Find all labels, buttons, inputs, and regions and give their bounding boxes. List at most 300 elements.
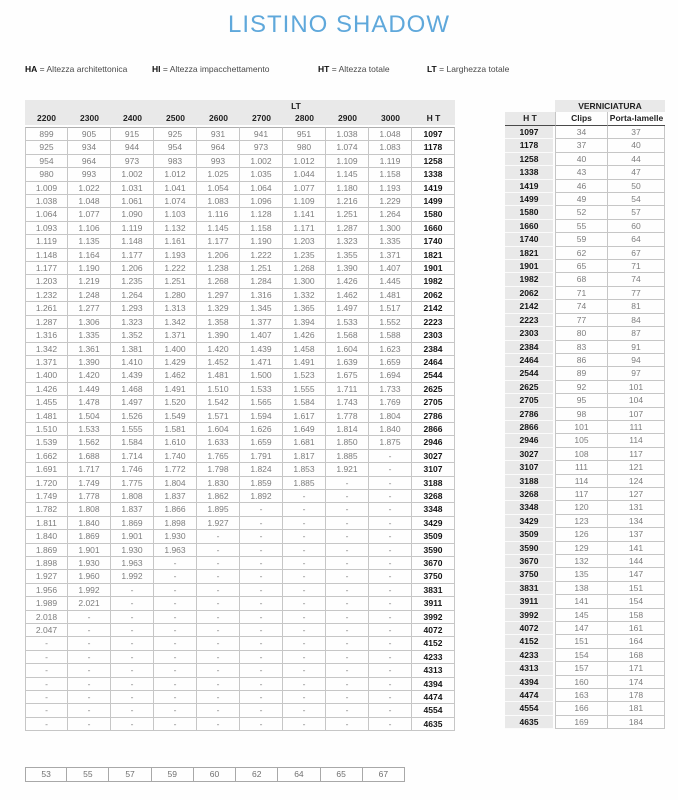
table-row (25, 302, 455, 315)
price-cell: - (369, 704, 412, 717)
price-cell: 1.584 (111, 436, 154, 449)
price-cell: 1.002 (240, 155, 283, 168)
price-cell: - (197, 611, 240, 624)
price-cell: 954 (154, 141, 197, 154)
price-cell: 983 (154, 155, 197, 168)
value-cell: 132 (555, 555, 607, 568)
price-cell: 1.264 (369, 208, 412, 221)
ht-cell: 1097 (412, 127, 455, 141)
price-cell: 1.300 (283, 275, 326, 288)
ht-cell: 2866 (505, 421, 555, 434)
price-cell: 925 (25, 141, 68, 154)
price-cell: 1.145 (197, 222, 240, 235)
value-cell: 158 (607, 609, 665, 622)
price-cell: - (154, 624, 197, 637)
price-cell: 1.455 (25, 396, 68, 409)
column-header: 2500 (154, 112, 197, 127)
table-row (25, 570, 455, 583)
price-cell: 1.116 (197, 208, 240, 221)
lt-group-label: LT (291, 101, 301, 111)
price-cell: 1.927 (197, 517, 240, 530)
price-cell: 1.329 (197, 302, 240, 315)
table-row (505, 206, 665, 219)
table-row (505, 233, 665, 246)
price-cell: 1.720 (25, 477, 68, 490)
price-cell: 1.158 (240, 222, 283, 235)
price-cell: 1.869 (25, 544, 68, 557)
price-cell: 1.251 (154, 275, 197, 288)
price-cell: 1.733 (369, 383, 412, 396)
price-cell: 1.830 (197, 477, 240, 490)
ht-cell: 3750 (505, 568, 555, 581)
price-cell: - (283, 544, 326, 557)
price-cell: 1.119 (25, 235, 68, 248)
ht-cell: 3911 (505, 595, 555, 608)
price-cell: 1.206 (197, 249, 240, 262)
price-cell: 1.203 (25, 275, 68, 288)
price-cell: 1.840 (68, 517, 111, 530)
price-cell: 1.345 (240, 302, 283, 315)
value-cell: 71 (555, 287, 607, 300)
value-cell: 151 (555, 635, 607, 648)
price-cell: 1.038 (25, 195, 68, 208)
price-cell: 1.203 (283, 235, 326, 248)
price-cell: - (326, 651, 369, 664)
price-cell: 1.293 (111, 302, 154, 315)
ht-cell: 3429 (412, 517, 455, 530)
price-cell: 1.555 (283, 383, 326, 396)
price-cell: 1.617 (283, 410, 326, 423)
price-cell: - (369, 611, 412, 624)
ht-cell: 3831 (412, 584, 455, 597)
price-cell: 1.145 (326, 168, 369, 181)
price-cell: 1.358 (197, 316, 240, 329)
legend-abbr: HT (318, 64, 330, 74)
value-cell: 171 (607, 662, 665, 675)
value-cell: 77 (555, 314, 607, 327)
table-row (505, 488, 665, 501)
price-cell: - (240, 570, 283, 583)
ht-cell: 4394 (412, 678, 455, 691)
price-cell: 1.407 (240, 329, 283, 342)
ht-cell: 3027 (505, 448, 555, 461)
table-row (505, 126, 665, 139)
table-row (505, 582, 665, 595)
price-cell: 1.898 (154, 517, 197, 530)
price-cell: - (111, 624, 154, 637)
price-cell: 1.791 (240, 450, 283, 463)
price-cell: 1.510 (25, 423, 68, 436)
price-cell: 1.927 (25, 570, 68, 583)
price-cell: 1.526 (111, 410, 154, 423)
value-cell: 137 (607, 528, 665, 541)
ht-cell: 4635 (505, 716, 555, 729)
column-header: H T (412, 112, 455, 127)
ht-cell: 3348 (505, 501, 555, 514)
price-cell: 1.837 (111, 503, 154, 516)
ht-cell: 3268 (412, 490, 455, 503)
price-cell: - (283, 597, 326, 610)
ht-cell: 1338 (412, 168, 455, 181)
price-cell: 1.814 (326, 423, 369, 436)
price-cell: - (326, 678, 369, 691)
price-cell: 1.497 (326, 302, 369, 315)
price-cell: 1.251 (326, 208, 369, 221)
table-row (505, 555, 665, 568)
price-cell: 1.491 (154, 383, 197, 396)
price-cell: 1.177 (111, 249, 154, 262)
price-cell: - (240, 691, 283, 704)
price-cell: 1.549 (154, 410, 197, 423)
price-cell: - (154, 691, 197, 704)
price-cell: 1.804 (154, 477, 197, 490)
ht-cell: 4072 (412, 624, 455, 637)
price-cell: 1.859 (240, 477, 283, 490)
price-cell: - (283, 678, 326, 691)
price-cell: 1.106 (68, 222, 111, 235)
value-cell: 161 (607, 622, 665, 635)
ht-cell: 3188 (505, 475, 555, 488)
value-cell: 81 (607, 300, 665, 313)
price-cell: 1.675 (326, 369, 369, 382)
value-cell: 68 (555, 273, 607, 286)
price-cell: 1.158 (369, 168, 412, 181)
price-cell: - (326, 691, 369, 704)
strip-cell: 55 (67, 767, 109, 782)
price-cell: - (240, 678, 283, 691)
value-cell: 91 (607, 341, 665, 354)
table-row (505, 649, 665, 662)
ht-cell: 1580 (505, 206, 555, 219)
price-cell: 1.216 (326, 195, 369, 208)
value-cell: 114 (607, 434, 665, 447)
ht-cell: 2303 (505, 327, 555, 340)
legend-abbr: LT (427, 64, 437, 74)
price-cell: - (111, 718, 154, 731)
table-row (25, 490, 455, 503)
price-cell: 1.930 (68, 557, 111, 570)
value-cell: 34 (555, 126, 607, 139)
price-cell: 980 (283, 141, 326, 154)
price-cell: 1.533 (68, 423, 111, 436)
value-cell: 147 (607, 568, 665, 581)
price-cell: - (154, 718, 197, 731)
value-cell: 52 (555, 206, 607, 219)
price-cell: - (326, 611, 369, 624)
price-cell: 1.811 (25, 517, 68, 530)
price-cell: 1.061 (111, 195, 154, 208)
price-cell: 1.533 (326, 316, 369, 329)
price-cell: 1.316 (25, 329, 68, 342)
value-cell: 127 (607, 488, 665, 501)
price-cell: 1.837 (154, 490, 197, 503)
ht-cell: 2625 (505, 381, 555, 394)
price-cell: 1.132 (154, 222, 197, 235)
price-cell: - (154, 651, 197, 664)
price-cell: 1.462 (154, 369, 197, 382)
column-header: Porta-lamelle (607, 112, 665, 126)
price-cell: - (326, 557, 369, 570)
price-cell: 1.626 (240, 423, 283, 436)
price-cell: - (240, 611, 283, 624)
value-cell: 151 (607, 582, 665, 595)
price-cell: 1.869 (68, 530, 111, 543)
price-cell: 1.481 (197, 369, 240, 382)
column-header: 2600 (197, 112, 240, 127)
price-cell: - (68, 678, 111, 691)
table-row (25, 477, 455, 490)
value-cell: 50 (607, 180, 665, 193)
main-column-header-row (25, 112, 455, 127)
price-cell: - (369, 678, 412, 691)
price-cell: 1.390 (326, 262, 369, 275)
price-cell: 905 (68, 127, 111, 141)
price-cell: 1.875 (369, 436, 412, 449)
ht-cell: 2946 (412, 436, 455, 449)
ht-cell: 2384 (505, 341, 555, 354)
price-cell: 1.491 (283, 356, 326, 369)
table-row (505, 515, 665, 528)
value-cell: 57 (607, 206, 665, 219)
price-cell: 1.035 (240, 168, 283, 181)
ht-cell: 3429 (505, 515, 555, 528)
table-row (505, 568, 665, 581)
price-cell: 1.371 (369, 249, 412, 262)
price-cell: - (369, 664, 412, 677)
table-row (505, 367, 665, 380)
price-cell: - (326, 704, 369, 717)
table-row (505, 153, 665, 166)
price-cell: 925 (154, 127, 197, 141)
table-row (25, 222, 455, 235)
ht-cell: 2384 (412, 343, 455, 356)
price-cell: 1.264 (111, 289, 154, 302)
legend-item-hi (152, 64, 269, 74)
value-cell: 154 (607, 595, 665, 608)
price-cell: 1.371 (25, 356, 68, 369)
price-cell: 1.287 (25, 316, 68, 329)
price-cell: 1.222 (154, 262, 197, 275)
price-cell: - (111, 597, 154, 610)
table-row (505, 354, 665, 367)
price-cell: 1.064 (240, 182, 283, 195)
price-cell: 1.555 (111, 423, 154, 436)
price-cell: 1.956 (25, 584, 68, 597)
ht-cell: 2464 (505, 354, 555, 367)
price-cell: - (25, 664, 68, 677)
price-cell: 1.452 (197, 356, 240, 369)
price-cell: 964 (68, 155, 111, 168)
price-cell: 1.093 (25, 222, 68, 235)
price-cell: - (283, 664, 326, 677)
price-cell: 964 (197, 141, 240, 154)
price-cell: 1.287 (326, 222, 369, 235)
price-cell: 1.420 (197, 343, 240, 356)
price-cell: 1.691 (25, 463, 68, 476)
price-cell: 1.639 (326, 356, 369, 369)
price-cell: 1.992 (68, 584, 111, 597)
price-cell: 1.074 (154, 195, 197, 208)
legend-abbr: HA (25, 64, 38, 74)
value-cell: 181 (607, 702, 665, 715)
value-cell: 84 (607, 314, 665, 327)
price-cell: - (240, 503, 283, 516)
price-cell: - (283, 557, 326, 570)
price-cell: 1.038 (326, 127, 369, 141)
table-row (505, 394, 665, 407)
price-cell: 1.895 (197, 503, 240, 516)
price-cell: 1.090 (111, 208, 154, 221)
price-cell: - (25, 637, 68, 650)
price-cell: 1.109 (326, 155, 369, 168)
price-cell: 1.552 (369, 316, 412, 329)
price-cell: 1.251 (240, 262, 283, 275)
lt-group-header (25, 100, 455, 112)
ht-cell: 4233 (505, 649, 555, 662)
price-cell: 1.306 (68, 316, 111, 329)
value-cell: 87 (607, 327, 665, 340)
price-cell: - (283, 704, 326, 717)
price-cell: - (283, 718, 326, 731)
price-cell: - (326, 584, 369, 597)
column-header: Clips (555, 112, 607, 126)
page-title: LISTINO SHADOW (227, 11, 451, 38)
ht-cell: 4152 (505, 635, 555, 648)
value-cell: 134 (607, 515, 665, 528)
value-cell: 62 (555, 247, 607, 260)
column-header: 2800 (283, 112, 326, 127)
price-cell: 1.229 (369, 195, 412, 208)
price-cell: - (111, 664, 154, 677)
price-cell: - (154, 637, 197, 650)
price-cell: 1.342 (154, 316, 197, 329)
price-cell: 1.261 (25, 302, 68, 315)
price-cell: 1.044 (283, 168, 326, 181)
price-cell: - (240, 651, 283, 664)
value-cell: 74 (607, 273, 665, 286)
value-cell: 71 (607, 260, 665, 273)
price-cell: - (369, 490, 412, 503)
price-cell: 1.161 (154, 235, 197, 248)
price-cell: 1.623 (369, 343, 412, 356)
price-cell: 1.400 (154, 343, 197, 356)
price-cell: - (283, 517, 326, 530)
price-cell: 1.439 (240, 343, 283, 356)
ht-cell: 4554 (412, 704, 455, 717)
price-cell: 1.083 (197, 195, 240, 208)
price-cell: - (369, 718, 412, 731)
price-cell: - (111, 704, 154, 717)
ht-cell: 1901 (505, 260, 555, 273)
price-cell: 1.377 (240, 316, 283, 329)
price-cell: 1.054 (197, 182, 240, 195)
table-row (505, 247, 665, 260)
ht-cell: 3590 (505, 542, 555, 555)
price-cell: - (283, 624, 326, 637)
table-row (505, 421, 665, 434)
table-row (505, 461, 665, 474)
ht-cell: 3107 (505, 461, 555, 474)
price-cell: 1.048 (369, 127, 412, 141)
ht-cell: 2142 (505, 300, 555, 313)
price-cell: 1.458 (283, 343, 326, 356)
price-cell: 1.533 (240, 383, 283, 396)
price-cell: 951 (283, 127, 326, 141)
price-cell: 1.323 (326, 235, 369, 248)
table-row (25, 329, 455, 342)
price-cell: 934 (68, 141, 111, 154)
value-cell: 86 (555, 354, 607, 367)
price-cell: 1.426 (283, 329, 326, 342)
price-cell: 1.711 (326, 383, 369, 396)
price-cell: - (283, 503, 326, 516)
price-cell: 1.960 (68, 570, 111, 583)
price-cell: 1.313 (154, 302, 197, 315)
price-cell: 1.542 (197, 396, 240, 409)
strip-cell: 67 (363, 767, 405, 782)
price-cell: - (68, 718, 111, 731)
table-row (25, 208, 455, 221)
price-cell: - (240, 517, 283, 530)
value-cell: 174 (607, 676, 665, 689)
price-cell: 1.746 (111, 463, 154, 476)
table-row (25, 718, 455, 731)
table-row (505, 408, 665, 421)
price-cell: - (240, 530, 283, 543)
price-cell: 1.901 (111, 530, 154, 543)
price-cell: 1.268 (283, 262, 326, 275)
value-cell: 163 (555, 689, 607, 702)
ht-cell: 2062 (505, 287, 555, 300)
ht-cell: 3348 (412, 503, 455, 516)
price-cell: 1.471 (240, 356, 283, 369)
price-cell: 1.148 (25, 249, 68, 262)
price-cell: 1.128 (240, 208, 283, 221)
price-cell: 1.025 (197, 168, 240, 181)
price-cell: 1.604 (326, 343, 369, 356)
value-cell: 104 (607, 394, 665, 407)
value-cell: 47 (607, 166, 665, 179)
table-row (25, 423, 455, 436)
strip-cell: 57 (109, 767, 151, 782)
value-cell: 169 (555, 716, 607, 729)
price-cell: - (154, 557, 197, 570)
price-cell: 1.853 (283, 463, 326, 476)
price-cell: - (283, 611, 326, 624)
value-cell: 147 (555, 622, 607, 635)
value-cell: 60 (607, 220, 665, 233)
price-cell: 1.694 (369, 369, 412, 382)
column-header: 2900 (326, 112, 369, 127)
ht-cell: 1097 (505, 126, 555, 139)
table-row (25, 691, 455, 704)
price-cell: - (197, 584, 240, 597)
price-cell: 1.714 (111, 450, 154, 463)
paint-column-header-row (505, 112, 665, 126)
table-row (25, 235, 455, 248)
price-cell: - (283, 530, 326, 543)
price-cell: 1.394 (283, 316, 326, 329)
price-cell: - (326, 570, 369, 583)
value-cell: 157 (555, 662, 607, 675)
value-cell: 64 (607, 233, 665, 246)
value-cell: 145 (555, 609, 607, 622)
value-cell: 120 (555, 501, 607, 514)
price-cell: 1.778 (326, 410, 369, 423)
ht-cell: 4474 (412, 691, 455, 704)
value-cell: 117 (555, 488, 607, 501)
price-cell: 1.119 (111, 222, 154, 235)
